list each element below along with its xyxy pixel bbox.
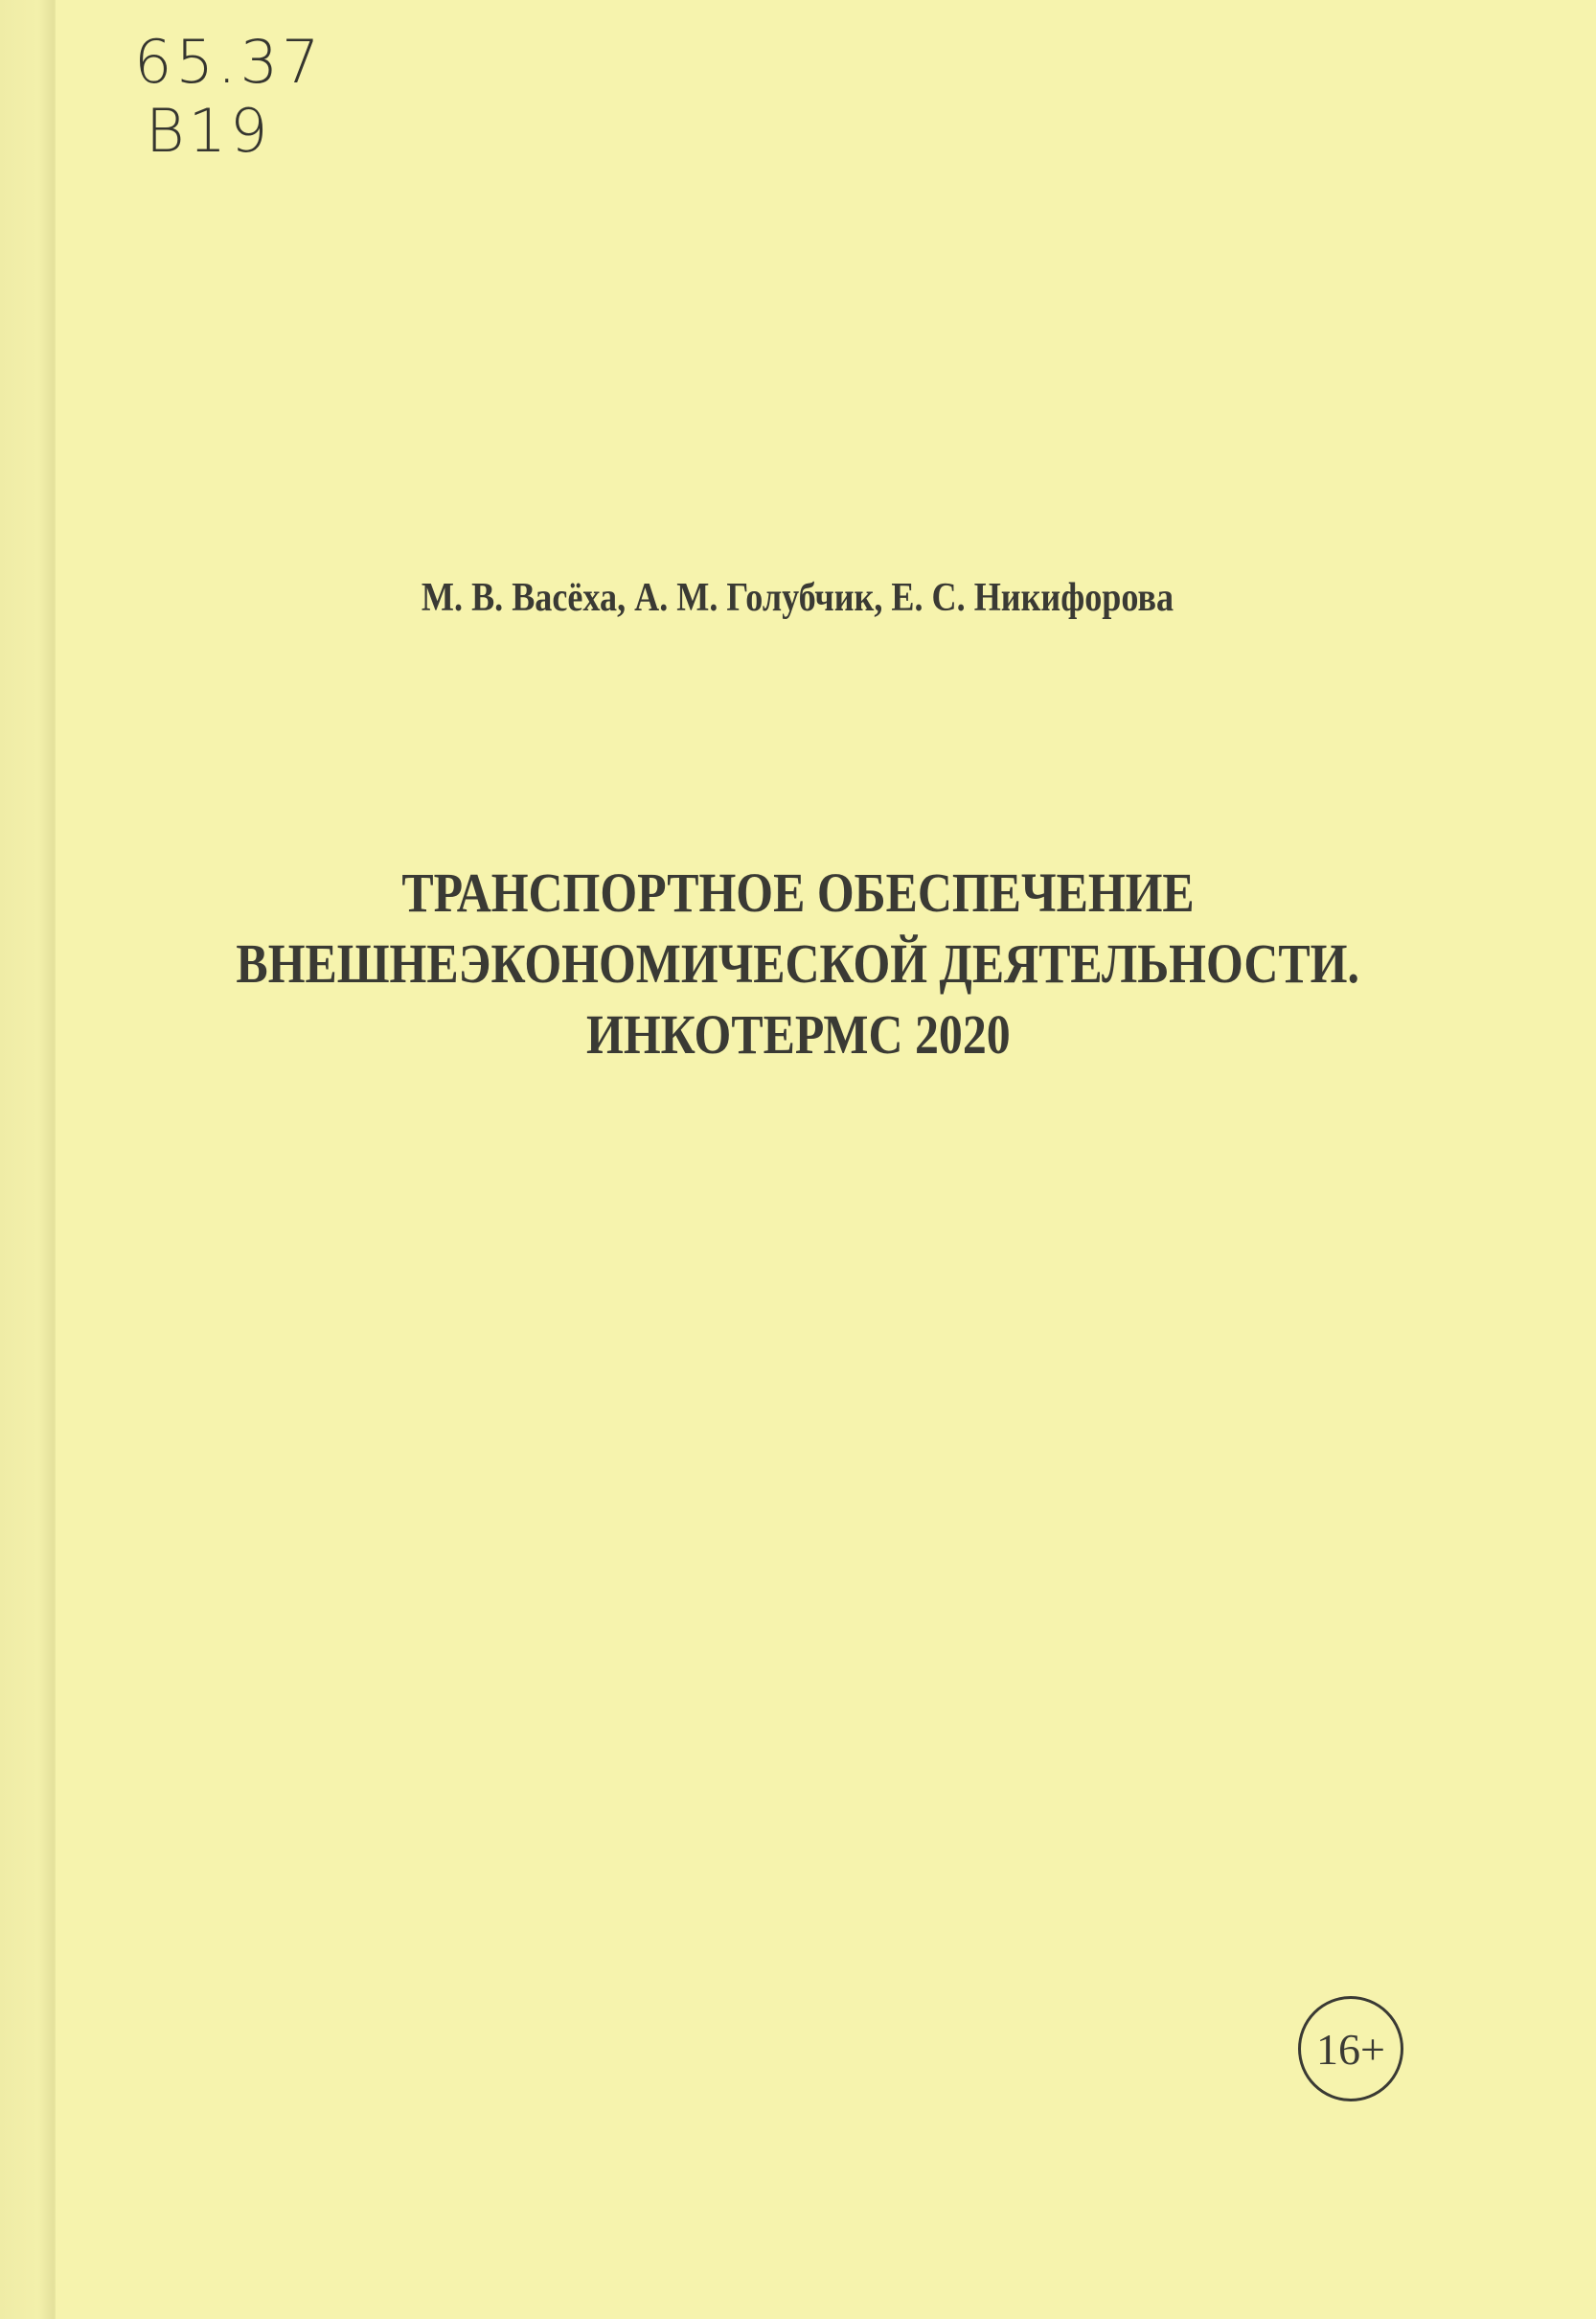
authors-line bbox=[0, 575, 1596, 621]
book-spine-fold bbox=[0, 0, 56, 2319]
book-title bbox=[0, 858, 1596, 1070]
handwritten-author-code: В19 bbox=[146, 96, 272, 166]
age-rating-badge bbox=[1298, 1996, 1403, 2101]
title-line-1: ТРАНСПОРТНОЕ ОБЕСПЕЧЕНИЕ bbox=[401, 861, 1195, 924]
title-line-3: ИНКОТЕРМС 2020 bbox=[585, 1003, 1011, 1066]
title-line-2: ВНЕШНЕЭКОНОМИЧЕСКОЙ ДЕЯТЕЛЬНОСТИ. bbox=[236, 932, 1360, 995]
authors-text: М. В. Васёха, А. М. Голубчик, Е. С. Никифорова bbox=[422, 576, 1174, 620]
age-rating-text: 16+ bbox=[1316, 2024, 1385, 2074]
handwritten-classification: 65.37 bbox=[134, 27, 324, 97]
